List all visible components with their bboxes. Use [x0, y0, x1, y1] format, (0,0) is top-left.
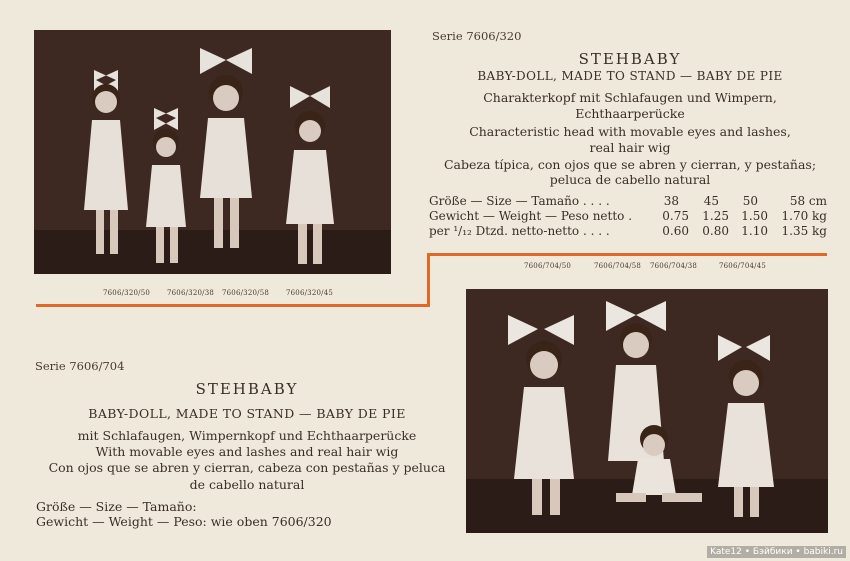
photo-captions-bottom — [0, 262, 850, 272]
photo-captions-top — [0, 289, 400, 299]
photo-caption: 7606/320/58 — [222, 289, 269, 297]
subtitle-top: BABY-DOLL, MADE TO STAND — BABY DE PIE — [477, 69, 783, 83]
value-cell: 45 — [703, 194, 719, 208]
photo-caption: 7606/704/50 — [524, 262, 571, 270]
row-label: per ¹/₁₂ Dtzd. netto-netto . . . . — [429, 224, 610, 238]
orange-rule-lower — [36, 304, 430, 307]
photo-caption: 7606/320/38 — [167, 289, 214, 297]
serie-label-bottom: Serie 7606/704 — [35, 359, 125, 373]
title-stehbaby-top: STEHBABY — [578, 50, 682, 68]
value-cell: 50 — [742, 194, 758, 208]
description-line: With movable eyes and lashes and real hair wig — [95, 444, 399, 459]
serie-label-top: Serie 7606/320 — [432, 29, 522, 43]
value-cell: 1.10 — [741, 224, 768, 238]
value-cell: 1.70 kg — [781, 209, 827, 223]
row-label: Gewicht — Weight — Peso netto . — [429, 209, 633, 223]
table-row-size — [429, 194, 827, 210]
photo-dolls-7606-704 — [466, 289, 828, 533]
row-label: Größe — Size — Tamaño . . . . — [429, 194, 610, 208]
value-cell: 0.75 — [662, 209, 689, 223]
table-row-dozen — [429, 224, 827, 240]
photo-caption: 7606/704/38 — [650, 262, 697, 270]
table-row-weight — [429, 209, 827, 225]
description-line: mit Schlafaugen, Wimpernkopf und Echthaarperücke — [77, 428, 417, 443]
photo-caption: 7606/704/58 — [594, 262, 641, 270]
value-cell: 1.50 — [741, 209, 768, 223]
photo-caption: 7606/320/45 — [286, 289, 333, 297]
value-cell: 38 — [663, 194, 679, 208]
description-line: Con ojos que se abren y cierran, cabeza con pestañas y peluca — [48, 460, 446, 475]
value-cell: 0.60 — [662, 224, 689, 238]
dolls-photo-illustration-top — [34, 30, 391, 274]
description-line: Charakterkopf mit Schlafaugen und Wimpern, — [483, 90, 777, 105]
title-stehbaby-bottom: STEHBABY — [195, 380, 299, 398]
subtitle-bottom: BABY-DOLL, MADE TO STAND — BABY DE PIE — [88, 406, 406, 421]
value-cell: 0.80 — [702, 224, 729, 238]
description-line: Cabeza típica, con ojos que se abren y cierran, y pestañas; — [443, 157, 817, 172]
description-line: real hair wig — [589, 140, 671, 155]
photo-caption: 7606/704/45 — [719, 262, 766, 270]
description-line: Characteristic head with movable eyes and lashes, — [469, 124, 791, 139]
photo-dolls-7606-320 — [34, 30, 391, 274]
dolls-photo-illustration-bottom — [466, 289, 828, 533]
value-cell: 1.35 kg — [781, 224, 827, 238]
site-watermark: Kate12 • Бэйбики • babiki.ru — [707, 546, 846, 558]
spec-line-size: Größe — Size — Tamaño: — [36, 499, 197, 514]
photo-caption: 7606/320/50 — [103, 289, 150, 297]
value-cell: 58 cm — [789, 194, 827, 208]
value-cell: 1.25 — [702, 209, 729, 223]
orange-rule-upper — [427, 253, 827, 256]
description-line: peluca de cabello natural — [549, 172, 711, 187]
spec-line-weight: Gewicht — Weight — Peso: wie oben 7606/320 — [36, 514, 332, 529]
description-line: de cabello natural — [189, 477, 305, 492]
description-line: Echthaarperücke — [575, 106, 685, 121]
